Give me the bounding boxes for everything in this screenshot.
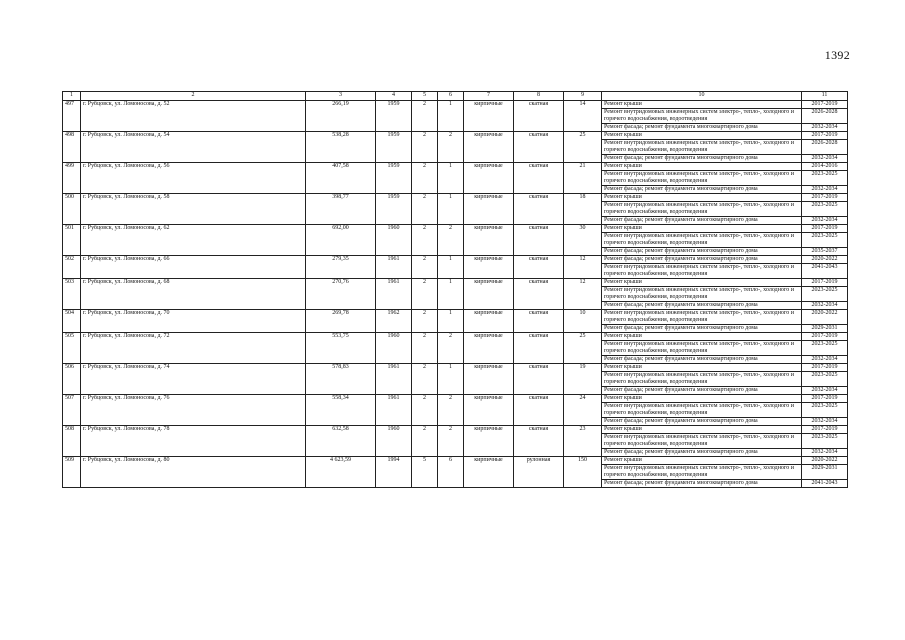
table-row: [63, 333, 848, 341]
column-header-9: 9: [564, 92, 602, 101]
building-address: г. Рубцовск, ул. Ломоносова, д. 76: [81, 395, 306, 426]
apartment-count: 12: [564, 279, 602, 310]
page-number: 1392: [824, 48, 850, 62]
repair-work: Ремонт внутридомовых инженерных систем электро-, тепло-, холодного и горячего водоснабжения, водоотведения: [602, 434, 802, 449]
building-area: 279,35: [306, 256, 376, 279]
building-area: 266,19: [306, 101, 376, 132]
repair-period: 2023-2025: [802, 233, 848, 248]
apartment-count: 25: [564, 132, 602, 163]
construction-year: 1961: [376, 279, 412, 310]
building-area: 632,58: [306, 426, 376, 457]
repair-work: Ремонт внутридомовых инженерных систем электро-, тепло-, холодного и горячего водоснабжения, водоотведения: [602, 171, 802, 186]
row-number: 502: [63, 256, 81, 279]
building-address: г. Рубцовск, ул. Ломоносова, д. 54: [81, 132, 306, 163]
entrance-count: 6: [438, 457, 464, 488]
row-number: 505: [63, 333, 81, 364]
repair-work: Ремонт крыши: [602, 132, 802, 140]
column-header-7: 7: [464, 92, 514, 101]
row-number: 498: [63, 132, 81, 163]
repair-period: 2017-2019: [802, 395, 848, 403]
roof-type: скатная: [514, 364, 564, 395]
repair-work: Ремонт крыши: [602, 279, 802, 287]
roof-type: скатная: [514, 256, 564, 279]
row-number: 501: [63, 225, 81, 256]
repair-work: Ремонт фасада; ремонт фундамента многоквартирного дома: [602, 256, 802, 264]
roof-type: скатная: [514, 132, 564, 163]
repair-period: 2014-2016: [802, 163, 848, 171]
column-header-2: 2: [81, 92, 306, 101]
row-number: 508: [63, 426, 81, 457]
repair-period: 2029-2031: [802, 465, 848, 480]
roof-type: скатная: [514, 279, 564, 310]
apartment-count: 21: [564, 163, 602, 194]
repair-work: Ремонт внутридомовых инженерных систем электро-, тепло-, холодного и горячего водоснабжения, водоотведения: [602, 341, 802, 356]
construction-year: 1961: [376, 395, 412, 426]
wall-material: кирпичные: [464, 426, 514, 457]
apartment-count: 12: [564, 256, 602, 279]
repair-period: 2032-2034: [802, 186, 848, 194]
construction-year: 1959: [376, 101, 412, 132]
table-row: [63, 279, 848, 287]
row-number: 509: [63, 457, 81, 488]
repair-work: Ремонт фасада; ремонт фундамента многоквартирного дома: [602, 155, 802, 163]
apartment-count: 10: [564, 310, 602, 333]
repair-period: 2023-2025: [802, 202, 848, 217]
repair-period: 2017-2019: [802, 426, 848, 434]
repair-period: 2023-2025: [802, 372, 848, 387]
repair-work: Ремонт крыши: [602, 163, 802, 171]
row-number: 499: [63, 163, 81, 194]
repair-period: 2041-2043: [802, 480, 848, 488]
repair-work: Ремонт фасада; ремонт фундамента многоквартирного дома: [602, 325, 802, 333]
apartment-count: 14: [564, 101, 602, 132]
repair-work: Ремонт внутридомовых инженерных систем электро-, тепло-, холодного и горячего водоснабжения, водоотведения: [602, 233, 802, 248]
row-number: 497: [63, 101, 81, 132]
repair-period: 2020-2022: [802, 310, 848, 325]
entrance-count: 1: [438, 194, 464, 225]
row-number: 503: [63, 279, 81, 310]
repair-work: Ремонт фасада; ремонт фундамента многоквартирного дома: [602, 418, 802, 426]
repair-period: 2023-2025: [802, 171, 848, 186]
table-row: [63, 132, 848, 140]
floor-count: 2: [412, 426, 438, 457]
table-row: [63, 395, 848, 403]
building-address: г. Рубцовск, ул. Ломоносова, д. 58: [81, 194, 306, 225]
column-header-6: 6: [438, 92, 464, 101]
floor-count: 5: [412, 457, 438, 488]
construction-year: 1961: [376, 256, 412, 279]
table-row: [63, 426, 848, 434]
building-area: 558,34: [306, 395, 376, 426]
repair-period: 2032-2034: [802, 387, 848, 395]
wall-material: кирпичные: [464, 279, 514, 310]
repair-work: Ремонт фасада; ремонт фундамента многоквартирного дома: [602, 124, 802, 132]
floor-count: 2: [412, 194, 438, 225]
repair-work: Ремонт внутридомовых инженерных систем электро-, тепло-, холодного и горячего водоснабжения, водоотведения: [602, 465, 802, 480]
repair-work: Ремонт крыши: [602, 225, 802, 233]
repair-period: 2023-2025: [802, 434, 848, 449]
floor-count: 2: [412, 225, 438, 256]
repair-period: 2026-2028: [802, 109, 848, 124]
column-header-11: 11: [802, 92, 848, 101]
column-header-3: 3: [306, 92, 376, 101]
repair-period: 2017-2019: [802, 279, 848, 287]
floor-count: 2: [412, 163, 438, 194]
wall-material: кирпичные: [464, 457, 514, 488]
building-area: 4 623,59: [306, 457, 376, 488]
construction-year: 1959: [376, 132, 412, 163]
table-row: [63, 310, 848, 325]
repair-period: 2041-2043: [802, 264, 848, 279]
table-row: [63, 225, 848, 233]
repair-work: Ремонт крыши: [602, 395, 802, 403]
repair-work: Ремонт фасада; ремонт фундамента многоквартирного дома: [602, 217, 802, 225]
entrance-count: 1: [438, 310, 464, 333]
entrance-count: 1: [438, 256, 464, 279]
building-address: г. Рубцовск, ул. Ломоносова, д. 78: [81, 426, 306, 457]
wall-material: кирпичные: [464, 364, 514, 395]
repair-work: Ремонт фасада; ремонт фундамента многоквартирного дома: [602, 480, 802, 488]
building-area: 398,77: [306, 194, 376, 225]
entrance-count: 2: [438, 426, 464, 457]
entrance-count: 1: [438, 101, 464, 132]
repair-period: 2023-2025: [802, 403, 848, 418]
building-area: 270,76: [306, 279, 376, 310]
repair-period: 2017-2019: [802, 333, 848, 341]
building-address: г. Рубцовск, ул. Ломоносова, д. 56: [81, 163, 306, 194]
repair-period: 2035-2037: [802, 248, 848, 256]
apartment-count: 150: [564, 457, 602, 488]
apartment-count: 19: [564, 364, 602, 395]
repair-period: 2020-2022: [802, 256, 848, 264]
construction-year: 1959: [376, 163, 412, 194]
repair-period: 2020-2022: [802, 457, 848, 465]
wall-material: кирпичные: [464, 101, 514, 132]
table-row: [63, 101, 848, 109]
apartment-count: 24: [564, 395, 602, 426]
entrance-count: 1: [438, 364, 464, 395]
roof-type: скатная: [514, 101, 564, 132]
construction-year: 1959: [376, 194, 412, 225]
column-header-1: 1: [63, 92, 81, 101]
building-address: г. Рубцовск, ул. Ломоносова, д. 72: [81, 333, 306, 364]
entrance-count: 1: [438, 163, 464, 194]
roof-type: скатная: [514, 426, 564, 457]
repair-period: 2017-2019: [802, 194, 848, 202]
wall-material: кирпичные: [464, 163, 514, 194]
table-row: [63, 457, 848, 465]
floor-count: 2: [412, 256, 438, 279]
floor-count: 2: [412, 310, 438, 333]
roof-type: скатная: [514, 163, 564, 194]
building-address: г. Рубцовск, ул. Ломоносова, д. 62: [81, 225, 306, 256]
entrance-count: 1: [438, 279, 464, 310]
repair-work: Ремонт фасада; ремонт фундамента многоквартирного дома: [602, 356, 802, 364]
construction-year: 1960: [376, 333, 412, 364]
repair-work: Ремонт внутридомовых инженерных систем электро-, тепло-, холодного и горячего водоснабжения, водоотведения: [602, 310, 802, 325]
repair-period: 2017-2019: [802, 132, 848, 140]
floor-count: 2: [412, 395, 438, 426]
construction-year: 1960: [376, 225, 412, 256]
building-address: г. Рубцовск, ул. Ломоносова, д. 80: [81, 457, 306, 488]
wall-material: кирпичные: [464, 333, 514, 364]
repair-work: Ремонт крыши: [602, 364, 802, 372]
roof-type: скатная: [514, 310, 564, 333]
entrance-count: 2: [438, 395, 464, 426]
apartment-count: 30: [564, 225, 602, 256]
repair-period: 2029-2031: [802, 325, 848, 333]
construction-year: 1994: [376, 457, 412, 488]
wall-material: кирпичные: [464, 395, 514, 426]
repair-period: 2017-2019: [802, 101, 848, 109]
construction-year: 1960: [376, 426, 412, 457]
building-area: 692,00: [306, 225, 376, 256]
entrance-count: 2: [438, 333, 464, 364]
building-address: г. Рубцовск, ул. Ломоносова, д. 66: [81, 256, 306, 279]
entrance-count: 2: [438, 225, 464, 256]
repair-work: Ремонт внутридомовых инженерных систем электро-, тепло-, холодного и горячего водоснабжения, водоотведения: [602, 403, 802, 418]
repair-work: Ремонт внутридомовых инженерных систем электро-, тепло-, холодного и горячего водоснабжения, водоотведения: [602, 264, 802, 279]
building-area: 538,28: [306, 132, 376, 163]
wall-material: кирпичные: [464, 194, 514, 225]
repair-period: 2032-2034: [802, 155, 848, 163]
repair-work: Ремонт внутридомовых инженерных систем электро-, тепло-, холодного и горячего водоснабжения, водоотведения: [602, 202, 802, 217]
table-row: [63, 364, 848, 372]
repair-work: Ремонт внутридомовых инженерных систем электро-, тепло-, холодного и горячего водоснабжения, водоотведения: [602, 140, 802, 155]
table-row: [63, 256, 848, 264]
column-header-10: 10: [602, 92, 802, 101]
repair-work: Ремонт фасада; ремонт фундамента многоквартирного дома: [602, 186, 802, 194]
floor-count: 2: [412, 364, 438, 395]
column-header-5: 5: [412, 92, 438, 101]
building-area: 407,58: [306, 163, 376, 194]
repair-work: Ремонт фасада; ремонт фундамента многоквартирного дома: [602, 248, 802, 256]
apartment-count: 18: [564, 194, 602, 225]
repair-work: Ремонт крыши: [602, 333, 802, 341]
building-area: 578,83: [306, 364, 376, 395]
floor-count: 2: [412, 333, 438, 364]
repair-period: 2023-2025: [802, 341, 848, 356]
construction-year: 1962: [376, 310, 412, 333]
row-number: 504: [63, 310, 81, 333]
construction-year: 1961: [376, 364, 412, 395]
roof-type: скатная: [514, 395, 564, 426]
row-number: 500: [63, 194, 81, 225]
apartment-count: 25: [564, 333, 602, 364]
housing-repair-table: [62, 91, 848, 488]
row-number: 507: [63, 395, 81, 426]
table-row: [63, 194, 848, 202]
repair-work: Ремонт фасада; ремонт фундамента многоквартирного дома: [602, 302, 802, 310]
repair-work: Ремонт крыши: [602, 426, 802, 434]
repair-work: Ремонт внутридомовых инженерных систем электро-, тепло-, холодного и горячего водоснабжения, водоотведения: [602, 287, 802, 302]
building-address: г. Рубцовск, ул. Ломоносова, д. 52: [81, 101, 306, 132]
column-header-4: 4: [376, 92, 412, 101]
apartment-count: 23: [564, 426, 602, 457]
building-address: г. Рубцовск, ул. Ломоносова, д. 74: [81, 364, 306, 395]
repair-period: 2032-2034: [802, 124, 848, 132]
repair-work: Ремонт фасада; ремонт фундамента многоквартирного дома: [602, 387, 802, 395]
building-area: 269,78: [306, 310, 376, 333]
wall-material: кирпичные: [464, 256, 514, 279]
repair-period: 2032-2034: [802, 217, 848, 225]
entrance-count: 2: [438, 132, 464, 163]
building-area: 553,75: [306, 333, 376, 364]
roof-type: скатная: [514, 333, 564, 364]
roof-type: скатная: [514, 225, 564, 256]
repair-period: 2017-2019: [802, 364, 848, 372]
repair-work: Ремонт внутридомовых инженерных систем электро-, тепло-, холодного и горячего водоснабжения, водоотведения: [602, 109, 802, 124]
roof-type: рулонная: [514, 457, 564, 488]
repair-period: 2017-2019: [802, 225, 848, 233]
repair-work: Ремонт крыши: [602, 101, 802, 109]
repair-work: Ремонт крыши: [602, 457, 802, 465]
repair-period: 2032-2034: [802, 302, 848, 310]
floor-count: 2: [412, 101, 438, 132]
repair-period: 2026-2028: [802, 140, 848, 155]
repair-work: Ремонт крыши: [602, 194, 802, 202]
floor-count: 2: [412, 279, 438, 310]
repair-work: Ремонт внутридомовых инженерных систем электро-, тепло-, холодного и горячего водоснабжения, водоотведения: [602, 372, 802, 387]
table-header-row: [63, 92, 848, 101]
wall-material: кирпичные: [464, 132, 514, 163]
row-number: 506: [63, 364, 81, 395]
repair-period: 2032-2034: [802, 449, 848, 457]
column-header-8: 8: [514, 92, 564, 101]
repair-period: 2032-2034: [802, 356, 848, 364]
floor-count: 2: [412, 132, 438, 163]
wall-material: кирпичные: [464, 225, 514, 256]
building-address: г. Рубцовск, ул. Ломоносова, д. 70: [81, 310, 306, 333]
repair-period: 2032-2034: [802, 418, 848, 426]
repair-period: 2023-2025: [802, 287, 848, 302]
wall-material: кирпичные: [464, 310, 514, 333]
building-address: г. Рубцовск, ул. Ломоносова, д. 68: [81, 279, 306, 310]
repair-work: Ремонт фасада; ремонт фундамента многоквартирного дома: [602, 449, 802, 457]
roof-type: скатная: [514, 194, 564, 225]
table-row: [63, 163, 848, 171]
